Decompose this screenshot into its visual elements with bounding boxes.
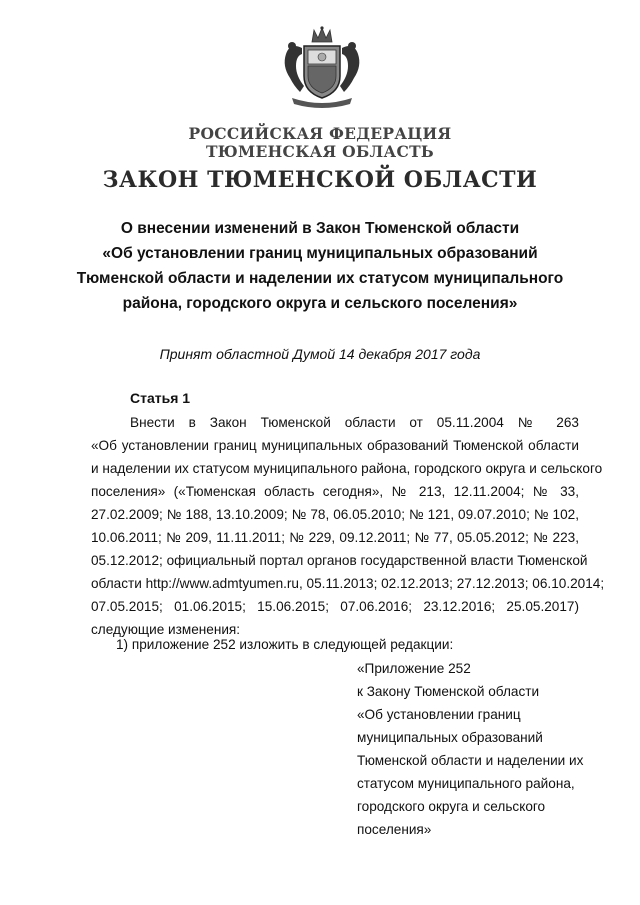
article-body — [91, 411, 605, 641]
article-line: 07.05.2015; 01.06.2015; 15.06.2015; 07.06.2016; 23.12.2016; 25.05.2017) — [91, 599, 579, 614]
adoption-note: Принят областной Думой 14 декабря 2017 года — [159, 346, 481, 362]
subject-line: О внесении изменений в Закон Тюменской области — [120, 220, 520, 237]
law-subject — [60, 216, 580, 316]
article-line: 05.12.2012; официальный портал органов государственной власти Тюменской — [91, 553, 588, 568]
appendix-line: муниципальных образований — [357, 730, 543, 745]
article-line: и наделении их статусом муниципального района, городского округа и сельского — [91, 461, 603, 476]
article-line: «Об установлении границ муниципальных образований Тюменской области — [91, 438, 579, 453]
appendix-line: «Приложение 252 — [357, 661, 471, 676]
article-line: области http://www.admtyumen.ru, 05.11.2013; 02.12.2013; 27.12.2013; 06.10.2014; — [91, 576, 605, 591]
region-name: ТЮМЕНСКАЯ ОБЛАСТЬ — [205, 142, 435, 161]
coat-of-arms-icon — [278, 26, 366, 112]
appendix-line: поселения» — [357, 822, 432, 837]
appendix-heading — [357, 657, 583, 841]
subject-line: «Об установлении границ муниципальных образований — [102, 245, 538, 262]
appendix-line: статусом муниципального района, — [357, 776, 575, 791]
amendment-item-1: 1) приложение 252 изложить в следующей редакции: — [116, 637, 454, 652]
country-name: РОССИЙСКАЯ ФЕДЕРАЦИЯ — [188, 124, 452, 143]
law-title: ЗАКОН ТЮМЕНСКОЙ ОБЛАСТИ — [102, 167, 538, 193]
article-line: следующие изменения: — [91, 622, 241, 637]
subject-line: Тюменской области и наделении их статусом муниципального — [76, 270, 564, 287]
article-heading: Статья 1 — [130, 390, 191, 406]
article-line: поселения» («Тюменская область сегодня», № 213, 12.11.2004; № 33, — [91, 484, 579, 499]
article-line: 27.02.2009; № 188, 13.10.2009; № 78, 06.05.2010; № 121, 09.07.2010; № 102, — [91, 507, 579, 522]
appendix-line: к Закону Тюменской области — [357, 684, 540, 699]
appendix-line: городского округа и сельского — [357, 799, 546, 814]
appendix-line: «Об установлении границ — [357, 707, 521, 722]
subject-line: района, городского округа и сельского поселения» — [122, 295, 518, 312]
article-line: 10.06.2011; № 209, 11.11.2011; № 229, 09.12.2011; № 77, 05.05.2012; № 223, — [91, 530, 579, 545]
appendix-line: Тюменской области и наделении их — [357, 753, 584, 768]
article-line: Внести в Закон Тюменской области от 05.11.2004 № 263 — [130, 415, 579, 430]
